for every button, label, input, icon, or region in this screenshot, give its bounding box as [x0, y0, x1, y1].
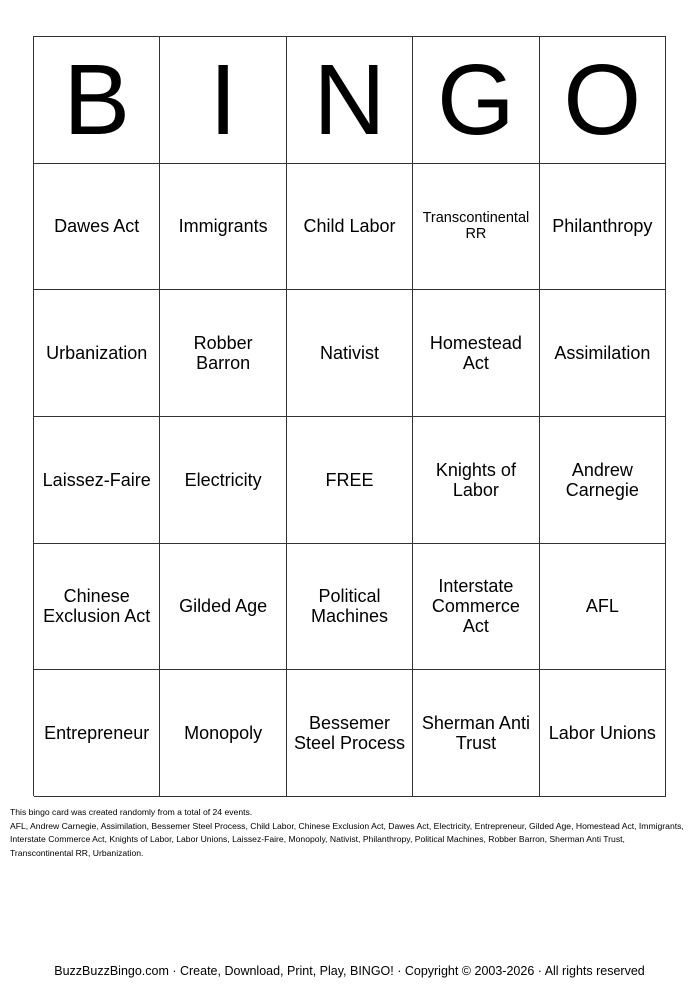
bingo-cell: Homestead Act: [413, 290, 539, 417]
bingo-cell: Sherman Anti Trust: [413, 670, 539, 797]
card-info: [10, 806, 685, 860]
bingo-row: [34, 290, 666, 417]
bingo-row: [34, 544, 666, 671]
header-letter-o: O: [540, 37, 666, 164]
event-list: AFL, Andrew Carnegie, Assimilation, Bessemer Steel Process, Child Labor, Chinese Exclusion Act, Dawes Act, Electricity, Entrepreneur, Gilded Age, Homestead Act, Immigrants, Interstate Commerce Act, Knights of Labor, Labor Unions, Laissez-Faire, Monopoly, Nativist, Philanthropy, Political Machines, Robber Barron, Sherman Anti Trust, Transcontinental RR, Urbanization.: [10, 820, 684, 858]
bingo-row: [34, 670, 666, 797]
bingo-cell: Assimilation: [540, 290, 666, 417]
site-footer: BuzzBuzzBingo.com · Create, Download, Print, Play, BINGO! · Copyright © 2003-2026 · All rights reserved: [54, 964, 645, 978]
bingo-cell: Andrew Carnegie: [540, 417, 666, 544]
header-letter-g: G: [413, 37, 539, 164]
bingo-cell: Robber Barron: [160, 290, 286, 417]
header-letter-n: N: [287, 37, 413, 164]
bingo-cell: Immigrants: [160, 164, 286, 291]
bingo-cell: Transcontinental RR: [413, 164, 539, 291]
bingo-cell: Electricity: [160, 417, 286, 544]
header-letter-i: I: [160, 37, 286, 164]
bingo-cell: AFL: [540, 544, 666, 671]
bingo-cell: Political Machines: [287, 544, 413, 671]
bingo-free-cell: FREE: [287, 417, 413, 544]
bingo-cell: Nativist: [287, 290, 413, 417]
bingo-cell: Gilded Age: [160, 544, 286, 671]
bingo-cell: Laissez-Faire: [34, 417, 160, 544]
bingo-cell: Knights of Labor: [413, 417, 539, 544]
bingo-cell: Child Labor: [287, 164, 413, 291]
header-letter-b: B: [34, 37, 160, 164]
bingo-cell: Bessemer Steel Process: [287, 670, 413, 797]
bingo-row: [34, 417, 666, 544]
bingo-header-row: [34, 37, 666, 164]
bingo-cell: Urbanization: [34, 290, 160, 417]
bingo-cell: Chinese Exclusion Act: [34, 544, 160, 671]
bingo-card: [33, 36, 666, 796]
bingo-cell: Philanthropy: [540, 164, 666, 291]
bingo-row: [34, 164, 666, 291]
bingo-cell: Dawes Act: [34, 164, 160, 291]
bingo-cell: Monopoly: [160, 670, 286, 797]
created-note: This bingo card was created randomly from a total of 24 events.: [10, 807, 253, 817]
bingo-cell: Labor Unions: [540, 670, 666, 797]
bingo-cell: Entrepreneur: [34, 670, 160, 797]
bingo-cell: Interstate Commerce Act: [413, 544, 539, 671]
